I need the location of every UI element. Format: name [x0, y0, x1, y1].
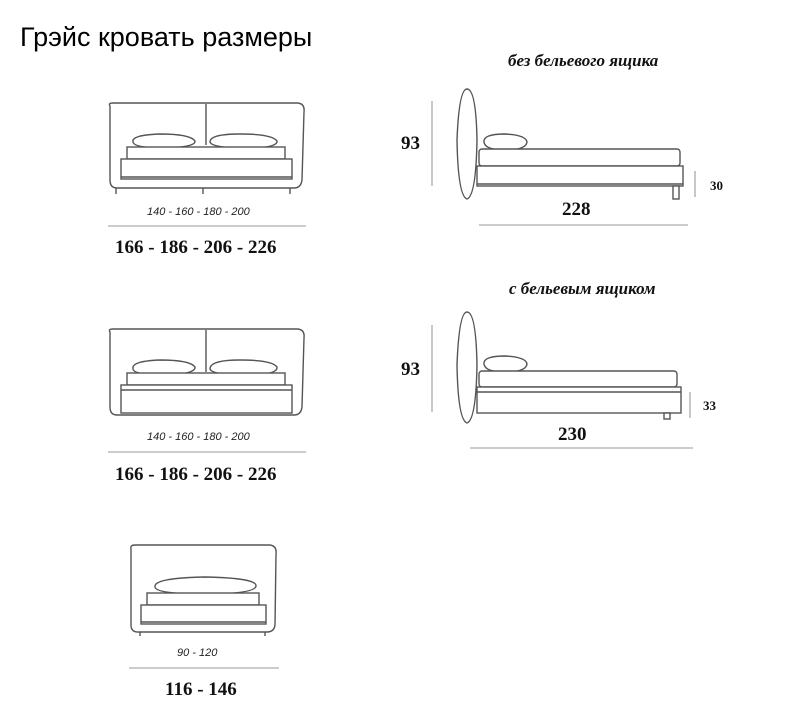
inner-widths-label: 140 - 160 - 180 - 200	[147, 431, 250, 443]
outer-widths-label: 116 - 146	[165, 679, 237, 700]
height-label: 93	[401, 133, 420, 154]
pillow	[155, 577, 256, 594]
headboard	[457, 312, 477, 423]
height-label: 93	[401, 359, 420, 380]
headboard	[457, 89, 477, 199]
pillow-left	[133, 134, 195, 148]
leg-height-label: 33	[703, 398, 716, 413]
caption-storage: с бельевым ящиком	[509, 279, 656, 298]
page-title: Грэйс кровать размеры	[20, 22, 313, 52]
caption-no-storage: без бельевого ящика	[508, 51, 659, 70]
outer-widths-label: 166 - 186 - 206 - 226	[115, 464, 277, 485]
length-label: 228	[562, 199, 591, 220]
inner-widths-label: 90 - 120	[177, 647, 218, 659]
pillow	[484, 134, 527, 150]
pillow-right	[210, 134, 277, 148]
leg-height-label: 30	[710, 178, 723, 193]
outer-widths-label: 166 - 186 - 206 - 226	[115, 237, 277, 258]
pillow	[484, 356, 527, 372]
length-label: 230	[558, 424, 587, 445]
inner-widths-label: 140 - 160 - 180 - 200	[147, 206, 250, 218]
